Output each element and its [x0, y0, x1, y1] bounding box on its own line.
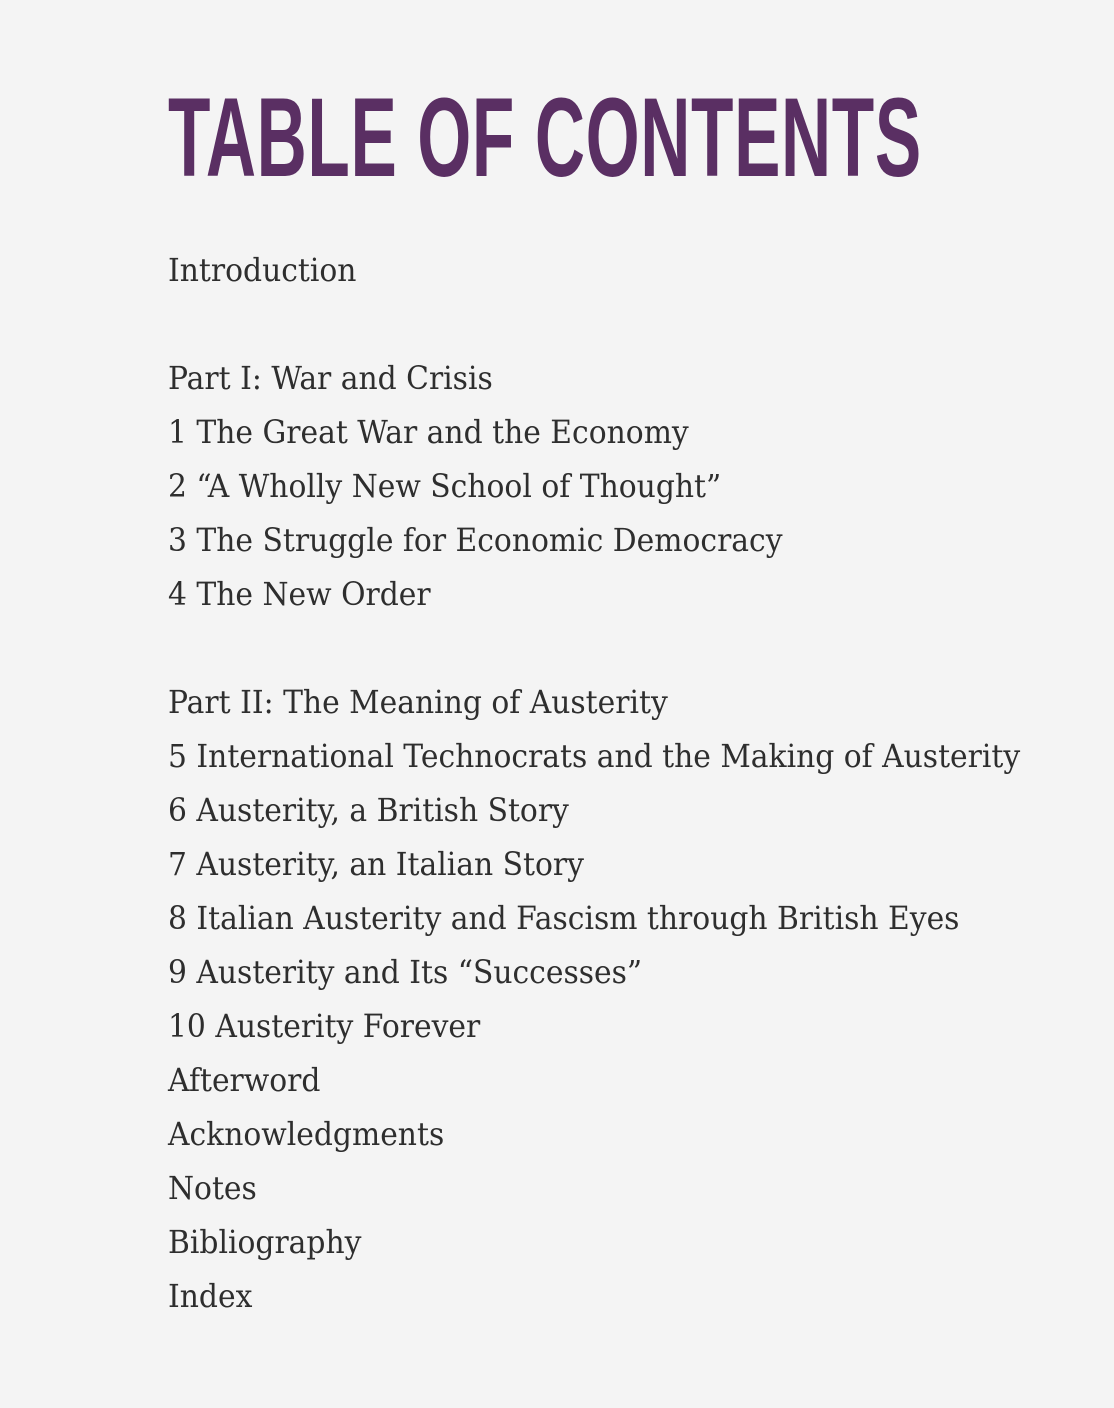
toc-chapter-9[interactable]: 9 Austerity and Its “Successes”: [168, 953, 643, 991]
toc-chapter-6[interactable]: 6 Austerity, a British Story: [168, 791, 569, 829]
toc-entry-bibliography[interactable]: Bibliography: [168, 1223, 362, 1261]
toc-entry-afterword[interactable]: Afterword: [168, 1061, 321, 1099]
toc-chapter-2[interactable]: 2 “A Wholly New School of Thought”: [168, 467, 722, 505]
toc-chapter-4[interactable]: 4 The New Order: [168, 575, 431, 613]
toc-entry-notes[interactable]: Notes: [168, 1169, 257, 1207]
toc-entry-index[interactable]: Index: [168, 1277, 253, 1315]
toc-entry-introduction[interactable]: Introduction: [168, 251, 357, 289]
toc-part-1-heading[interactable]: Part I: War and Crisis: [168, 359, 493, 397]
toc-chapter-10[interactable]: 10 Austerity Forever: [168, 1007, 481, 1045]
toc-chapter-5[interactable]: 5 International Technocrats and the Making of Austerity: [168, 737, 1021, 775]
toc-part-2-heading[interactable]: Part II: The Meaning of Austerity: [168, 683, 668, 721]
toc-chapter-3[interactable]: 3 The Struggle for Economic Democracy: [168, 521, 783, 559]
toc-chapter-1[interactable]: 1 The Great War and the Economy: [168, 413, 689, 451]
toc-chapter-7[interactable]: 7 Austerity, an Italian Story: [168, 845, 584, 883]
toc-list: [168, 243, 1084, 1323]
toc-entry-acknowledgments[interactable]: Acknowledgments: [168, 1115, 445, 1153]
page-title: TABLE OF CONTENTS: [168, 75, 922, 200]
toc-chapter-8[interactable]: 8 Italian Austerity and Fascism through British Eyes: [168, 899, 960, 937]
